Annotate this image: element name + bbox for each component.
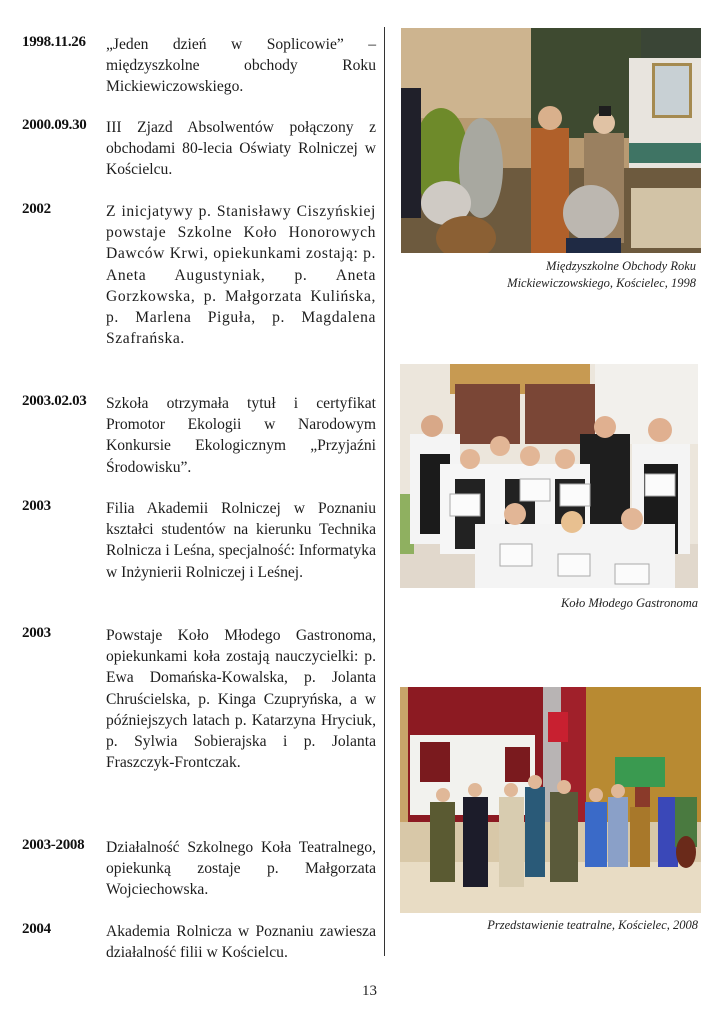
entry-text: Akademia Rolnicza w Poznaniu zawiesza działalność filii w Kościelcu. [106, 923, 376, 962]
photo-theatre-performance [400, 687, 701, 913]
photo-young-gastronomer-club [400, 364, 698, 588]
entry-text: Filia Akademii Rolniczej w Poznaniu kształci studentów na kierunku Technika Rolnicza i Leśna, specjalność: Informatyka w Inżynierii Rolniczej i Leśnej. [106, 500, 376, 581]
entry-date: 2003-2008 [22, 837, 85, 853]
entry-text: Z inicjatywy p. Stanisławy Ciszyńskiej powstaje Szkolne Koło Honorowych Dawców Krwi, opiekunkami zostają: p. Aneta Augustyniak, p. Aneta Gorzkowska, p. Małgorzata Kulińska, p. Marlena Piguła, p. Magdalena Szafrańska. [106, 203, 376, 348]
entry-date: 2003.02.03 [22, 393, 87, 409]
photo-caption: Koło Młodego Gastronoma [560, 596, 698, 610]
entry-text: Powstaje Koło Młodego Gastronoma, opiekunkami koła zostają nauczycielki: p. Ewa Domańska-Kowalska, p. Jolanta Chruścielska, p. Kinga Czupryńska, a w późniejszych latach p. Katarzyna Hryciuk, p. Sylwia Sobierajska i p. Jolanta Fraszczyk-Frontczak. [106, 627, 376, 772]
entry-date: 2004 [22, 921, 51, 937]
entry-text: Działalność Szkolnego Koła Teatralnego, opiekunką zostaje p. Małgorzata Wojciechowska. [106, 839, 376, 899]
entry-text: Szkoła otrzymała tytuł i certyfikat Promotor Ekologii w Narodowym Konkursie Ekologicznym „Przyjaźni Środowisku”. [106, 395, 376, 476]
column-divider [384, 27, 385, 956]
photo-caption: Międzyszkolne Obchody Roku Mickiewiczowskiego, Kościelec, 1998 [507, 259, 696, 290]
entry-date: 1998.11.26 [22, 34, 86, 50]
entry-date: 2003 [22, 625, 51, 641]
entry-text: III Zjazd Absolwentów połączony z obchodami 80-lecia Oświaty Rolniczej w Kościelcu. [106, 119, 376, 179]
page-number: 13 [362, 983, 377, 999]
entry-date: 2003 [22, 498, 51, 514]
entry-date: 2000.09.30 [22, 117, 87, 133]
entry-text: „Jeden dzień w Soplicowie” – międzyszkolne obchody Roku Mickiewiczowskiego. [106, 36, 376, 96]
entry-date: 2002 [22, 201, 51, 217]
photo-mickiewicz-celebration [401, 28, 701, 253]
photo-caption: Przedstawienie teatralne, Kościelec, 2008 [487, 918, 698, 932]
